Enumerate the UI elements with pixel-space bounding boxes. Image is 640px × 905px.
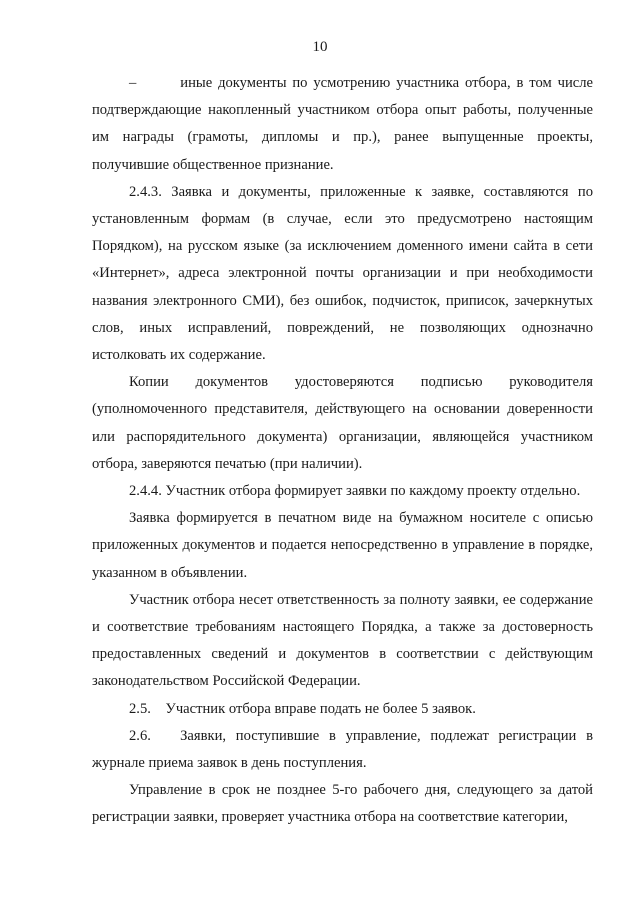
list-dash: –	[129, 75, 137, 91]
page-number: 10	[312, 39, 328, 55]
paragraph: Участник отбора несет ответственность за полноту заявки, ее содержание и соответствие требованиям настоящего Порядка, а также за достоверность предоставленных сведений и документов в соответствии с действующим законодательством Российской Федерации.	[92, 591, 593, 690]
paragraph: Копии документов удостоверяются подписью руководителя (уполномоченного представителя, действующего на основании доверенности или распорядительного документа) организации, являющейся участником отбора, заверяются печатью (при наличии).	[92, 374, 593, 472]
paragraph-list-item	[92, 70, 593, 179]
paragraph: Управление в срок не позднее 5-го рабочего дня, следующего за датой регистрации заявки, проверяет участника отбора на соответствие категории,	[92, 782, 593, 826]
paragraph: 2.6. Заявки, поступившие в управление, подлежат регистрации в журнале приема заявок в день поступления.	[92, 727, 593, 772]
paragraph: Заявка формируется в печатном виде на бумажном носителе с описью приложенных документов и подается непосредственно в управление в порядке, указанном в объявлении.	[92, 510, 593, 581]
paragraph: 2.4.4. Участник отбора формирует заявки по каждому проекту отдельно.	[129, 483, 581, 500]
paragraph-text: иные документы по усмотрению участника отбора, в том числе подтверждающие накопленный участником отбора опыт работы, полученные им награды (грамоты, дипломы и пр.), ранее выпущенные проекты, получившие общественное признание.	[92, 75, 593, 173]
paragraph: 2.4.3. Заявка и документы, приложенные к заявке, составляются по установленным формам (в случае, если это предусмотрено настоящим Порядком), на русском языке (за исключением доменного имени сайта в сети «Интернет», адреса электронной почты организации и при необходимости названия электронного СМИ), без ошибок, подчисток, приписок, зачеркнутых слов, иных исправлений, повреждений, не позволяющих однозначно истолковать их содержание.	[92, 183, 593, 364]
document-body	[92, 70, 593, 832]
paragraph: 2.5. Участник отбора вправе подать не более 5 заявок.	[129, 700, 476, 717]
